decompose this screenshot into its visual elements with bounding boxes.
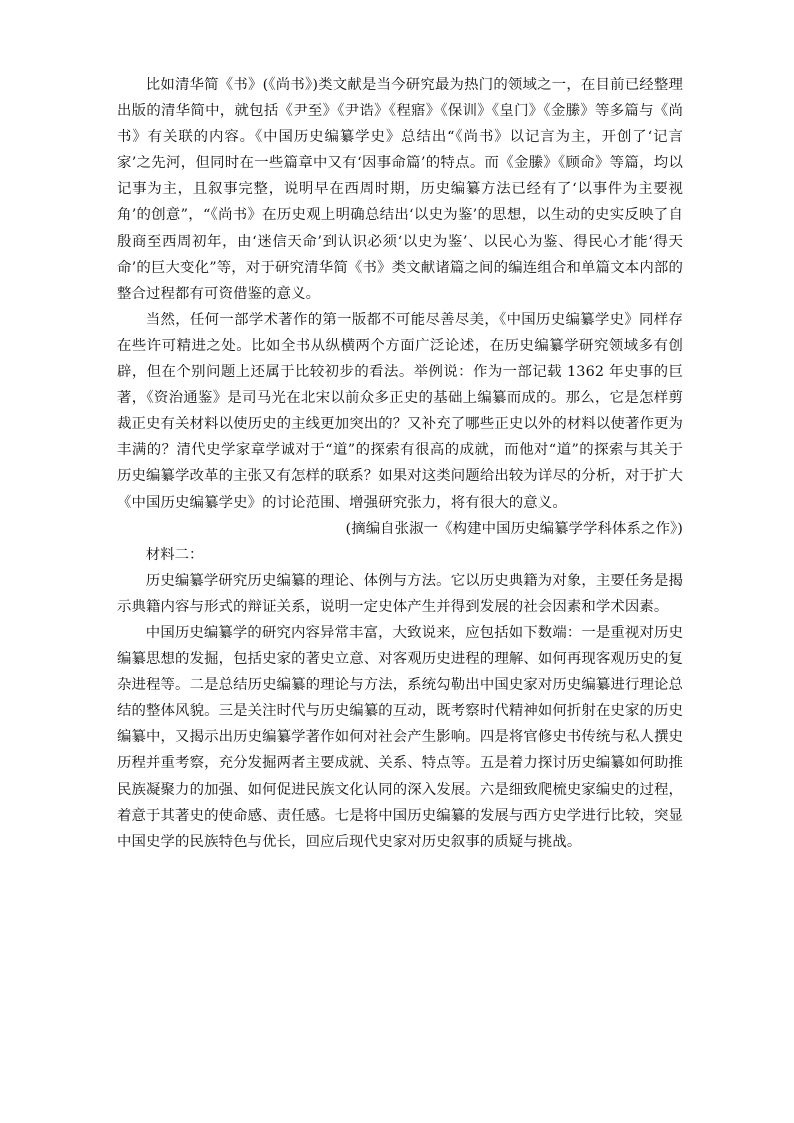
section-label: 材料二： [145,546,204,563]
document-page [117,72,683,855]
paragraph-4: 中国历史编纂学的研究内容异常丰富，大致说来，应包括如下数端：一是重视对历史编纂思想的发掘，包括史家的著史立意、对客观历史进程的理解、如何再现客观历史的复杂进程等。二是总结历史编纂的理论与方法，系统勾勒出中国史家对历史编纂进行理论总结的整体风貌。三是关注时代与历史编纂的互动，既考察时代精神如何折射在史家的历史编纂中，又揭示出历史编纂学著作如何对社会产生影响。四是将官修史书传统与私人撰史历程并重考察，充分发掘两者主要成就、关系、特点等。五是着力探讨历史编纂如何助推民族凝聚力的加强、如何促进民族文化认同的深入发展。六是细致爬梳史家编史的过程，着意于其著史的使命感、责任感。七是将中国历史编纂的发展与西方史学进行比较，突显中国史学的民族特色与优长，回应后现代史家对历史叙事的质疑与挑战。 [117,624,683,850]
paragraph-3: 历史编纂学研究历史编纂的理论、体例与方法。它以历史典籍为对象，主要任务是揭示典籍内容与形式的辩证关系，说明一定史体产生并得到发展的社会因素和学术因素。 [117,572,683,615]
source-note: (摘编自张淑一《构建中国历史编纂学学科体系之作》) [345,520,683,537]
paragraph-2: 当然，任何一部学术著作的第一版都不可能尽善尽美，《中国历史编纂学史》同样存在些许可精进之处。比如全书从纵横两个方面广泛论述，在历史编纂学研究领域多有创辟，但在个别问题上还属于比较初步的看法。举例说：作为一部记载 1362 年史事的巨著，《资治通鉴》是司马光在北宋以前众多正史的基础上编纂而成的。那么，它是怎样剪裁正史有关材料以使历史的主线更加突出的？又补充了哪些正史以外的材料以使著作更为丰满的？清代史学家章学诚对于“道”的探索有很高的成就，而他对“道”的探索与其关于历史编纂学改革的主张又有怎样的联系？如果对这类问题给出较为详尽的分析，对于扩大《中国历史编纂学史》的讨论范围、增强研究张力，将有很大的意义。 [117,311,683,511]
paragraph-1: 比如清华简《书》(《尚书》)类文献是当今研究最为热门的领域之一，在目前已经整理出版的清华简中，就包括《尹至》《尹诰》《程寤》《保训》《皇门》《金縢》等多篇与《尚书》有关联的内容。《中国历史编纂学史》总结出“《尚书》以记言为主，开创了‘记言家’之先河，但同时在一些篇章中又有‘因事命篇’的特点。而《金縢》《顾命》等篇，均以记事为主，且叙事完整，说明早在西周时期，历史编纂方法已经有了‘以事件为主要视角’的创意”，“《尚书》在历史观上明确总结出‘以史为鉴’的思想，以生动的史实反映了自殷商至西周初年，由‘迷信天命’到认识必须‘以史为鉴’、以民心为鉴、得民心才能‘得天命’的巨大变化”等，对于研究清华简《书》类文献诸篇之间的编连组合和单篇文本内部的整合过程都有可资借鉴的意义。 [117,77,683,302]
